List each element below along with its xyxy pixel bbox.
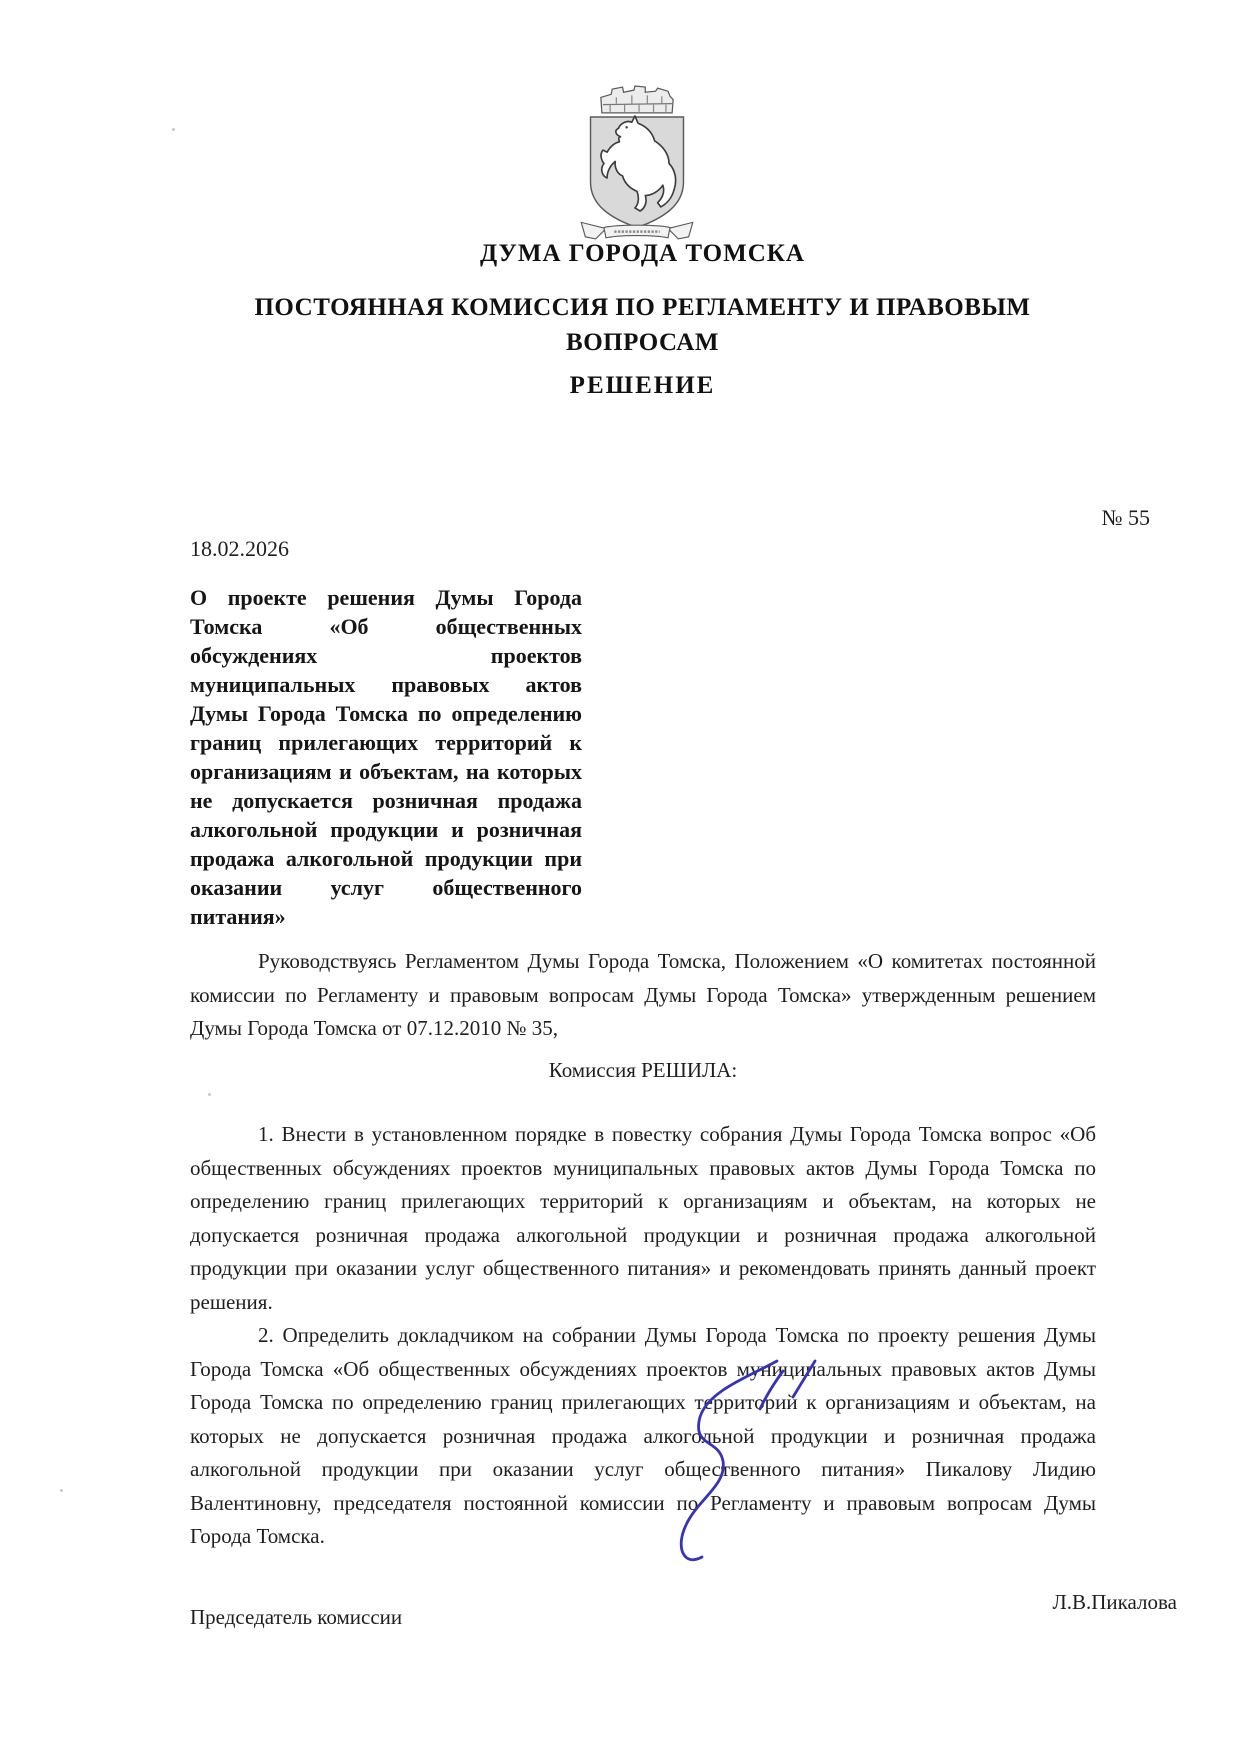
commission-title-line1: ПОСТОЯННАЯ КОМИССИЯ ПО РЕГЛАМЕНТУ И ПРАВОВЫМ <box>254 294 1031 321</box>
scan-speck <box>60 1489 63 1492</box>
preamble-paragraph: Руководствуясь Регламентом Думы Города Томска, Положением «О комитетах постоянной комиссии по Регламенту и правовым вопросам Думы Города Томска» утвержденным решением Думы Города Томска от 07.12.2010 № 35, <box>190 949 1096 1040</box>
commission-title <box>190 290 1095 360</box>
resolution-item-1: 1. Внести в установленном порядке в повестку собрания Думы Города Томска вопрос «Об общественных обсуждениях проектов муниципальных правовых актов Думы Города Томска по определению границ прилегающих территорий к организациям и объектам, на которых не допускается розничная продажа алкогольной продукции и розничная продажа алкогольной продукции при оказании услуг общественного питания» и рекомендовать принять данный проект решения. <box>190 1122 1096 1314</box>
document-subject: О проекте решения Думы Города Томска «Об общественных обсуждениях проектов муниципальных правовых актов Думы Города Томска по определению границ прилегающих территорий к организациям и объектам, на которых не допускается розничная продажа алкогольной продукции и розничная продажа алкогольной продукции при оказании услуг общественного питания» <box>190 585 582 929</box>
handwritten-signature-icon <box>672 1355 842 1565</box>
organization-title: ДУМА ГОРОДА ТОМСКА <box>480 240 805 267</box>
resolution-heading: Комиссия РЕШИЛА: <box>548 1058 738 1082</box>
document-number: № 55 <box>1101 505 1150 530</box>
motto-ribbon-icon <box>581 222 693 239</box>
mural-crown-icon <box>601 86 673 113</box>
resolution-item-2: 2. Определить докладчиком на собрании Думы Города Томска по проекту решения Думы Города Томска «Об общественных обсуждениях проектов муниципальных правовых актов Думы Города Томска по определению границ прилегающих территорий к организациям и объектам, на которых не допускается розничная продажа алкогольной продукции и розничная продажа алкогольной продукции при оказании услуг общественного питания» Пикалову Лидию Валентиновну, председателя постоянной комиссии по Регламенту и правовым вопросам Думы Города Томска. <box>190 1323 1096 1548</box>
scan-speck <box>208 1093 211 1096</box>
document-date: 18.02.2026 <box>190 536 289 561</box>
scan-speck <box>172 128 175 131</box>
signatory-name: Л.В.Пикалова <box>1052 1590 1177 1614</box>
signatory-role: Председатель комиссии <box>190 1605 403 1629</box>
tomsk-coat-of-arms-icon <box>575 85 699 242</box>
resolution-items <box>190 1118 1096 1554</box>
commission-title-line2: ВОПРОСАМ <box>566 329 719 356</box>
document-type-heading: РЕШЕНИЕ <box>569 372 716 399</box>
